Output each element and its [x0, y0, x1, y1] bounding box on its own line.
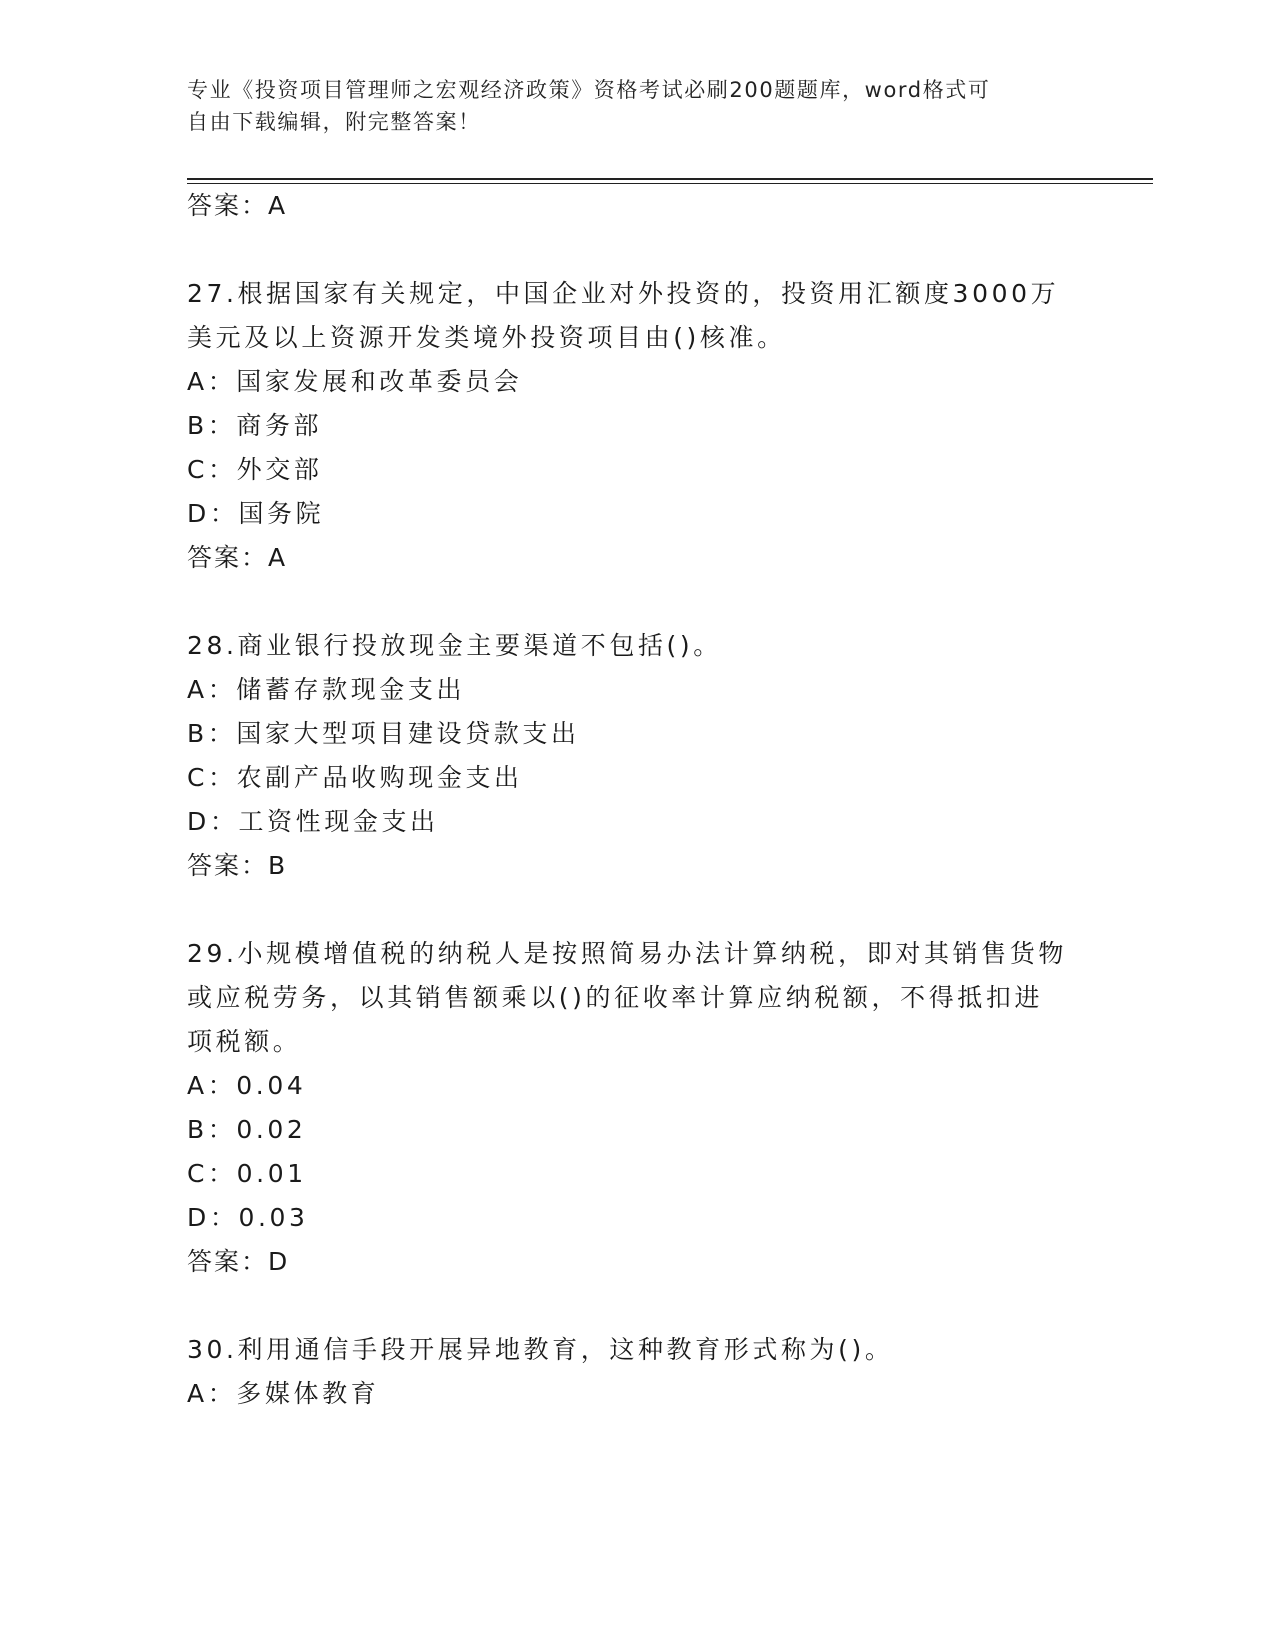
answer-line: 答案：A: [187, 191, 288, 220]
question-29-option-c: C：0.01: [187, 1159, 307, 1188]
question-27-stem-line-2: 美元及以上资源开发类境外投资项目由()核准。: [187, 323, 786, 352]
question-27-option-a: A：国家发展和改革委员会: [187, 367, 523, 396]
question-28-option-c: C：农副产品收购现金支出: [187, 763, 523, 792]
question-28-stem-line-1: 28.商业银行投放现金主要渠道不包括()。: [187, 631, 722, 660]
question-27-option-c: C：外交部: [187, 455, 323, 484]
question-28-option-b: B：国家大型项目建设贷款支出: [187, 719, 580, 748]
question-27-option-b: B：商务部: [187, 411, 323, 440]
question-30-option-a: A：多媒体教育: [187, 1379, 380, 1408]
question-30-stem-line-1: 30.利用通信手段开展异地教育，这种教育形式称为()。: [187, 1335, 894, 1364]
question-29-option-b: B：0.02: [187, 1115, 307, 1144]
question-27-option-d: D：国务院: [187, 499, 325, 528]
question-29-stem-line-2: 或应税劳务，以其销售额乘以()的征收率计算应纳税额，不得抵扣进: [187, 983, 1044, 1012]
question-29-stem-line-3: 项税额。: [187, 1027, 302, 1056]
question-28-option-a: A：储蓄存款现金支出: [187, 675, 466, 704]
header-divider-thick: [187, 178, 1153, 180]
header-divider-thin: [187, 183, 1153, 184]
question-27-answer: 答案：A: [187, 543, 288, 572]
document-header: [187, 74, 1067, 138]
question-29-option-a: A：0.04: [187, 1071, 307, 1100]
question-29-stem-line-1: 29.小规模增值税的纳税人是按照简易办法计算纳税，即对其销售货物: [187, 939, 1067, 968]
question-27-stem-line-1: 27.根据国家有关规定，中国企业对外投资的，投资用汇额度3000万: [187, 279, 1060, 308]
header-line-2: 自由下载编辑，附完整答案！: [187, 110, 481, 134]
header-line-1: 专业《投资项目管理师之宏观经济政策》资格考试必刷200题题库，word格式可: [187, 78, 991, 102]
question-29-answer: 答案：D: [187, 1247, 290, 1276]
question-28-answer: 答案：B: [187, 851, 288, 880]
question-28-option-d: D：工资性现金支出: [187, 807, 439, 836]
question-29-option-d: D：0.03: [187, 1203, 309, 1232]
